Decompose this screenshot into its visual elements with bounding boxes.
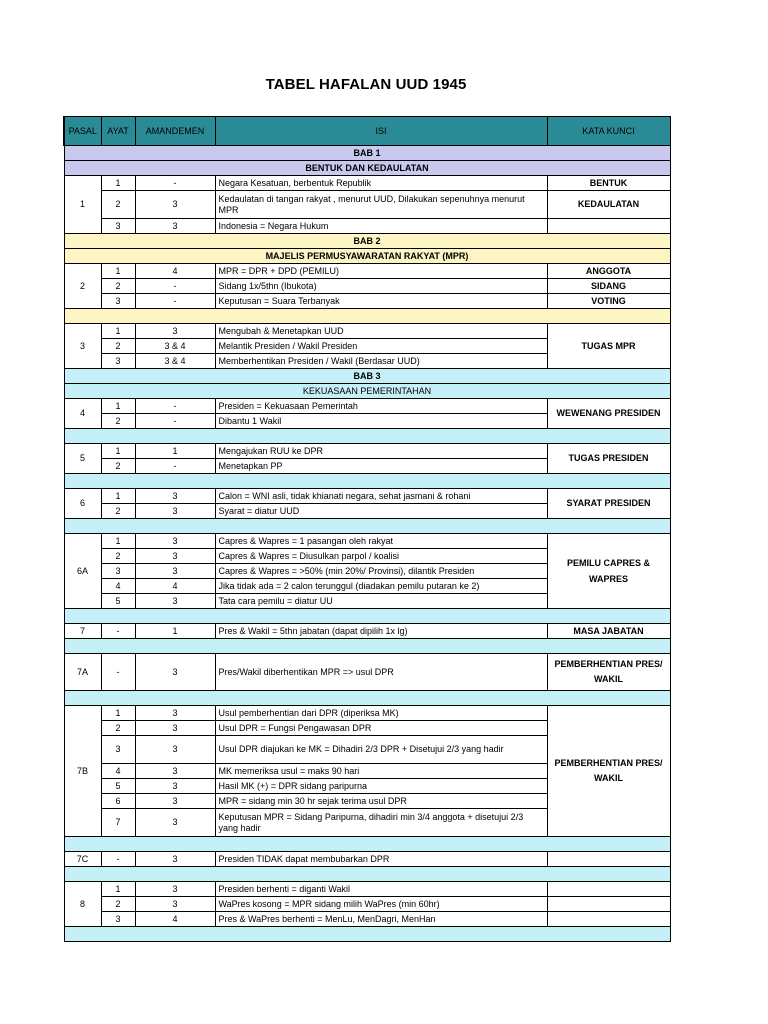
ayat-cell: 1 [101,399,135,414]
ayat-cell: 3 [101,354,135,369]
ayat-cell: - [101,654,135,691]
table-row [64,264,670,279]
table-row [64,399,670,414]
ayat-cell: 5 [101,779,135,794]
amandemen-cell: 3 [135,897,215,912]
isi-cell: Tata cara pemilu = diatur UU [215,594,547,609]
amandemen-cell: 3 [135,794,215,809]
spacer-cell [64,474,670,489]
table-row [64,706,670,721]
table-row [64,912,670,927]
spacer-row [64,474,670,489]
table-row [64,624,670,639]
kata-kunci-cell: BENTUK [547,176,670,191]
amandemen-cell: 3 [135,534,215,549]
isi-cell: Kedaulatan di tangan rakyat , menurut UUD, Dilakukan sepenuhnya menurut MPR [215,191,547,219]
spacer-row [64,519,670,534]
spacer-cell [64,837,670,852]
spacer-cell [64,309,670,324]
isi-cell: Presiden TIDAK dapat membubarkan DPR [215,852,547,867]
amandemen-cell: 3 [135,882,215,897]
kata-kunci-cell: ANGGOTA [547,264,670,279]
isi-cell: WaPres kosong = MPR sidang milih WaPres (min 60hr) [215,897,547,912]
ayat-cell: 7 [101,809,135,837]
spacer-row [64,691,670,706]
bab-row [64,234,670,249]
ayat-cell: 3 [101,564,135,579]
isi-cell: Capres & Wapres = Diusulkan parpol / koalisi [215,549,547,564]
spacer-cell [64,691,670,706]
isi-cell: Syarat = diatur UUD [215,504,547,519]
table-row [64,882,670,897]
bab-label: BAB 3 [64,369,670,384]
table-row [64,176,670,191]
spacer-cell [64,867,670,882]
amandemen-cell: 4 [135,264,215,279]
table-row [64,852,670,867]
amandemen-cell: 3 & 4 [135,339,215,354]
pasal-cell: 7A [64,654,101,691]
bab-title-row [64,384,670,399]
ayat-cell: 2 [101,279,135,294]
ayat-cell: 2 [101,721,135,736]
isi-cell: Pres/Wakil diberhentikan MPR => usul DPR [215,654,547,691]
ayat-cell: 2 [101,339,135,354]
ayat-cell: - [101,852,135,867]
ayat-cell: 6 [101,794,135,809]
amandemen-cell: 4 [135,912,215,927]
isi-cell: Jika tidak ada = 2 calon terunggul (diadakan pemilu putaran ke 2) [215,579,547,594]
kata-kunci-cell: KEDAULATAN [547,191,670,219]
isi-cell: Sidang 1x/5thn (Ibukota) [215,279,547,294]
ayat-cell: 1 [101,444,135,459]
amandemen-cell: - [135,459,215,474]
isi-cell: Indonesia = Negara Hukum [215,219,547,234]
amandemen-cell: 3 [135,489,215,504]
amandemen-cell: 3 & 4 [135,354,215,369]
amandemen-cell: 3 [135,779,215,794]
spacer-row [64,867,670,882]
kata-kunci-cell [547,897,670,912]
spacer-row [64,639,670,654]
ayat-cell: 5 [101,594,135,609]
amandemen-cell: 1 [135,444,215,459]
spacer-cell [64,519,670,534]
pasal-cell: 1 [64,176,101,234]
pasal-cell: 5 [64,444,101,474]
amandemen-cell: 3 [135,219,215,234]
amandemen-cell: - [135,399,215,414]
isi-cell: MK memeriksa usul = maks 90 hari [215,764,547,779]
isi-cell: Capres & Wapres = >50% (min 20%/ Provinsi), dilantik Presiden [215,564,547,579]
kata-kunci-cell [547,852,670,867]
spacer-row [64,609,670,624]
amandemen-cell: - [135,294,215,309]
ayat-cell: 2 [101,504,135,519]
ayat-cell: 1 [101,176,135,191]
kata-kunci-cell [547,219,670,234]
bab-title: KEKUASAAN PEMERINTAHAN [64,384,670,399]
kata-kunci-cell: TUGAS MPR [547,324,670,369]
ayat-cell: 3 [101,736,135,764]
bab-title: BENTUK DAN KEDAULATAN [64,161,670,176]
bab-title: MAJELIS PERMUSYAWARATAN RAKYAT (MPR) [64,249,670,264]
kata-kunci-cell [547,912,670,927]
spacer-row [64,429,670,444]
isi-cell: Menetapkan PP [215,459,547,474]
kata-kunci-cell: PEMBERHENTIAN PRES/ WAKIL [547,706,670,837]
ayat-cell: 2 [101,459,135,474]
header-kata-kunci: KATA KUNCI [547,117,670,146]
bab-label: BAB 1 [64,146,670,161]
isi-cell: Presiden berhenti = diganti Wakil [215,882,547,897]
isi-cell: Keputusan = Suara Terbanyak [215,294,547,309]
ayat-cell: 2 [101,414,135,429]
ayat-cell: 1 [101,264,135,279]
amandemen-cell: 3 [135,191,215,219]
isi-cell: Capres & Wapres = 1 pasangan oleh rakyat [215,534,547,549]
isi-cell: Dibantu 1 Wakil [215,414,547,429]
kata-kunci-cell: SIDANG [547,279,670,294]
spacer-cell [64,609,670,624]
kata-kunci-cell: WEWENANG PRESIDEN [547,399,670,429]
table-row [64,897,670,912]
amandemen-cell: - [135,176,215,191]
isi-cell: Hasil MK (+) = DPR sidang paripurna [215,779,547,794]
amandemen-cell: 3 [135,504,215,519]
kata-kunci-cell [547,882,670,897]
table-row [64,279,670,294]
spacer-cell [64,639,670,654]
amandemen-cell: 3 [135,549,215,564]
ayat-cell: - [101,624,135,639]
bab-label: BAB 2 [64,234,670,249]
amandemen-cell: 3 [135,564,215,579]
pasal-cell: 6 [64,489,101,519]
amandemen-cell: 3 [135,852,215,867]
isi-cell: Calon = WNI asli, tidak khianati negara, sehat jasmani & rohani [215,489,547,504]
isi-cell: MPR = DPR + DPD (PEMILU) [215,264,547,279]
table-row [64,219,670,234]
pasal-cell: 6A [64,534,101,609]
amandemen-cell: 3 [135,654,215,691]
spacer-cell [64,429,670,444]
pasal-cell: 3 [64,324,101,369]
amandemen-cell: 3 [135,721,215,736]
isi-cell: Usul DPR diajukan ke MK = Dihadiri 2/3 DPR + Disetujui 2/3 yang hadir [215,736,547,764]
table-row [64,654,670,691]
kata-kunci-cell: TUGAS PRESIDEN [547,444,670,474]
amandemen-cell: 3 [135,706,215,721]
isi-cell: Usul pemberhentian dari DPR (diperiksa MK) [215,706,547,721]
bab-title-row [64,249,670,264]
pasal-cell: 8 [64,882,101,927]
pasal-cell: 7B [64,706,101,837]
isi-cell: Mengajukan RUU ke DPR [215,444,547,459]
ayat-cell: 4 [101,579,135,594]
amandemen-cell: 1 [135,624,215,639]
ayat-cell: 2 [101,191,135,219]
amandemen-cell: - [135,414,215,429]
ayat-cell: 1 [101,534,135,549]
kata-kunci-cell: PEMBERHENTIAN PRES/ WAKIL [547,654,670,691]
isi-cell: Memberhentikan Presiden / Wakil (Berdasar UUD) [215,354,547,369]
ayat-cell: 3 [101,912,135,927]
table-row [64,294,670,309]
spacer-row [64,927,670,942]
ayat-cell: 3 [101,219,135,234]
pasal-cell: 7C [64,852,101,867]
bab-row [64,369,670,384]
ayat-cell: 2 [101,549,135,564]
ayat-cell: 1 [101,706,135,721]
isi-cell: Presiden = Kekuasaan Pemerintah [215,399,547,414]
pasal-cell: 7 [64,624,101,639]
pasal-cell: 4 [64,399,101,429]
spacer-row [64,837,670,852]
kata-kunci-cell: PEMILU CAPRES & WAPRES [547,534,670,609]
spacer-cell [64,927,670,942]
isi-cell: Usul DPR = Fungsi Pengawasan DPR [215,721,547,736]
isi-cell: Pres & WaPres berhenti = MenLu, MenDagri, MenHan [215,912,547,927]
isi-cell: MPR = sidang min 30 hr sejak terima usul DPR [215,794,547,809]
kata-kunci-cell: VOTING [547,294,670,309]
table-row [64,324,670,339]
table-header-row [64,117,670,146]
header-ayat: AYAT [101,117,135,146]
ayat-cell: 1 [101,882,135,897]
ayat-cell: 1 [101,324,135,339]
amandemen-cell: 3 [135,324,215,339]
header-pasal: PASAL [64,117,101,146]
table-row [64,191,670,219]
bab-row [64,146,670,161]
amandemen-cell: 3 [135,736,215,764]
kata-kunci-cell: SYARAT PRESIDEN [547,489,670,519]
document-title: TABEL HAFALAN UUD 1945 [265,76,467,93]
isi-cell: Pres & Wakil = 5thn jabatan (dapat dipilih 1x lg) [215,624,547,639]
isi-cell: Mengubah & Menetapkan UUD [215,324,547,339]
amandemen-cell: - [135,279,215,294]
kata-kunci-cell: MASA JABATAN [547,624,670,639]
header-isi: ISI [215,117,547,146]
table-row [64,489,670,504]
uud-table [63,116,671,942]
amandemen-cell: 3 [135,594,215,609]
isi-cell: Negara Kesatuan, berbentuk Republik [215,176,547,191]
amandemen-cell: 3 [135,809,215,837]
table-row [64,444,670,459]
ayat-cell: 2 [101,897,135,912]
amandemen-cell: 3 [135,764,215,779]
ayat-cell: 1 [101,489,135,504]
amandemen-cell: 4 [135,579,215,594]
ayat-cell: 3 [101,294,135,309]
table-row [64,534,670,549]
ayat-cell: 4 [101,764,135,779]
spacer-row [64,309,670,324]
isi-cell: Melantik Presiden / Wakil Presiden [215,339,547,354]
pasal-cell: 2 [64,264,101,309]
header-amandemen: AMANDEMEN [135,117,215,146]
isi-cell: Keputusan MPR = Sidang Paripurna, dihadiri min 3/4 anggota + disetujui 2/3 yang hadir [215,809,547,837]
bab-title-row [64,161,670,176]
